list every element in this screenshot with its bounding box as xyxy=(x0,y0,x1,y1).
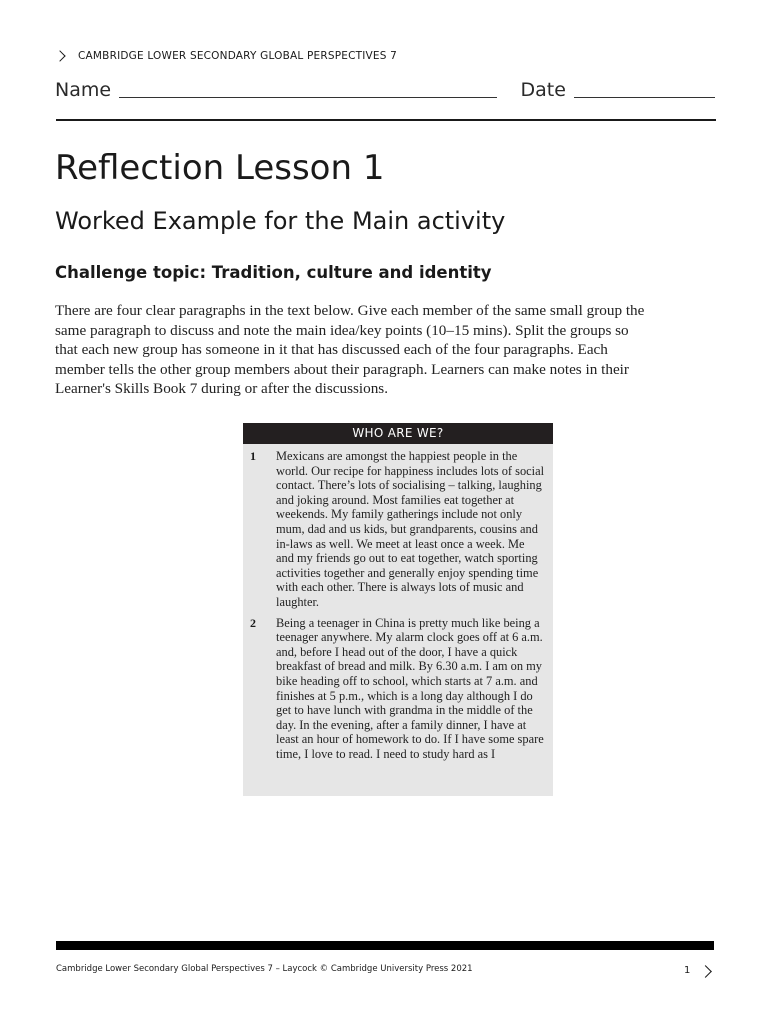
reading-box-heading: WHO ARE WE? xyxy=(243,423,553,444)
page-title: Reflection Lesson 1 xyxy=(55,148,385,188)
name-label: Name xyxy=(55,79,112,101)
next-page-chevron-icon[interactable] xyxy=(699,965,712,978)
paragraph-text: Being a teenager in China is pretty much like being a teenager anywhere. My alarm clock goes off at 6 a.m. and, before I head out of the door, I have a quick breakfast of bread and milk. By 6.30 a.m. I am on my bike heading off to school, which starts at 7 a.m. and finishes at 5 p.m., which is a long day although I do get to have lunch with grandma in the middle of the day. In the evening, after a family dinner, I have at least an hour of homework to do. If I have some spare time, I love to read. I need to study hard as I xyxy=(276,615,544,761)
paragraph-text: Mexicans are amongst the happiest people in the world. Our recipe for happiness includes lots of social contact. There’s lots of socialising – talking, laughing and joking around. Most families eat together at weekends. My family gatherings include not only mum, dad and us kids, but grandparents, cousins and in-laws as well. We meet at least once a week. Me and my friends go out to eat together, watch sporting activities together and generally enjoy spending time with each other. There is always lots of music and laughter. xyxy=(276,449,545,609)
series-title: CAMBRIDGE LOWER SECONDARY GLOBAL PERSPECTIVES 7 xyxy=(78,50,398,62)
chevron-right-icon xyxy=(54,50,65,61)
paragraph-number: 2 xyxy=(250,615,256,630)
intro-paragraph: There are four clear paragraphs in the text below. Give each member of the same small group the same paragraph to discuss and note the main idea/key points (10–15 mins). Split the groups so that each new group has someone in it that has discussed each of the four paragraphs. Each member tells the other group members about their paragraph. Learners can make notes in their Learner's Skills Book 7 during or after the discussions. xyxy=(55,302,645,397)
paragraph-number: 1 xyxy=(250,449,256,463)
box-paragraph xyxy=(243,444,553,610)
name-date-row xyxy=(55,79,715,101)
header-divider xyxy=(56,119,716,121)
footer-credit: Cambridge Lower Secondary Global Perspectives 7 – Laycock © Cambridge University Press 2021 xyxy=(56,964,473,974)
reading-box xyxy=(243,423,553,796)
name-field[interactable] xyxy=(119,81,496,98)
page-number: 1 xyxy=(684,965,691,976)
date-label: Date xyxy=(520,79,566,101)
box-paragraph xyxy=(243,610,553,762)
challenge-topic: Challenge topic: Tradition, culture and identity xyxy=(55,263,492,282)
date-field[interactable] xyxy=(574,81,715,98)
footer-divider xyxy=(56,941,714,950)
header-series xyxy=(56,48,397,64)
page-subtitle: Worked Example for the Main activity xyxy=(55,207,506,235)
